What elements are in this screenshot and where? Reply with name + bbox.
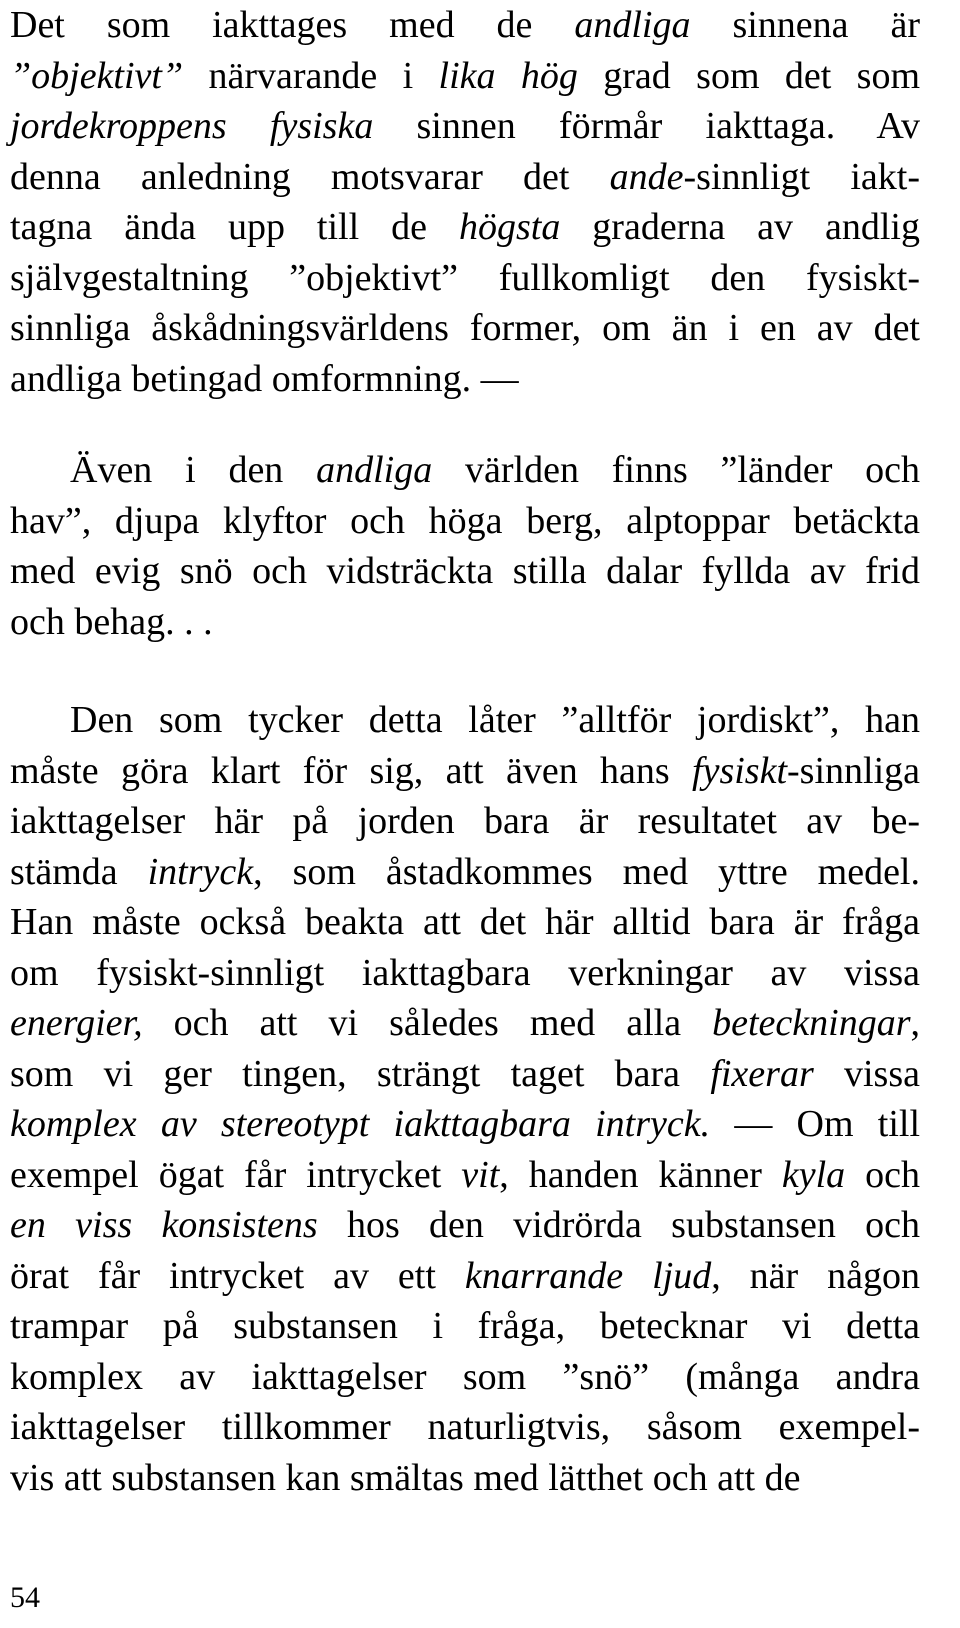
text-segment: närvarande i [183,54,439,97]
text-line [10,948,920,999]
italic-text: en viss konsistens [10,1204,318,1246]
text-line [10,354,920,405]
text-segment: och behag. . . [10,600,213,643]
text-line [10,897,920,948]
text-line [10,1150,920,1201]
text-line [10,1453,920,1504]
italic-text: jordekroppens fysiska [10,105,374,147]
text-segment: , när någon [711,1254,920,1297]
text-line [10,51,920,102]
text-line [10,1402,920,1453]
italic-text: vit [461,1153,500,1196]
text-segment: , [910,1002,920,1044]
text-segment: Den som tycker detta låter ”alltför jordiskt”, han [70,699,920,741]
text-segment: måste göra klart för sig, att även hans [10,749,693,792]
text-segment: komplex av iakttagelser som ”snö” (många andra [10,1355,920,1398]
text-segment: självgestaltning ”objektivt” fullkomligt den fysiskt- [10,256,920,299]
text-line [10,847,920,898]
text-segment: tagna ända upp till de [10,206,459,248]
paragraph-2 [10,445,920,647]
text-line [10,597,920,648]
text-segment: — Om till [710,1103,920,1145]
text-segment: hav”, djupa klyftor och höga berg, alptoppar betäckta [10,499,920,542]
italic-text: ”objektivt” [10,54,184,97]
italic-text: fysiskt [692,749,788,792]
text-line [10,152,920,203]
text-line [10,496,920,547]
text-segment: Även i den [70,449,317,491]
italic-text: kyla [781,1153,846,1196]
text-line [10,1301,920,1352]
text-segment: världen finns ”länder och [432,449,921,491]
text-segment: om fysiskt-sinnligt iakttagbara verkningar av vissa [10,951,920,994]
italic-text: högsta [458,206,561,248]
italic-text: beteckningar [712,1002,911,1044]
italic-text: komplex av stereotypt iakttagbara intryck. [10,1103,711,1145]
text-segment: -sinnliga [787,749,920,792]
text-line [10,202,920,253]
text-segment: sinnen förmår iakttaga. Av [373,105,920,147]
text-segment: vissa [813,1052,920,1095]
text-segment: -sinnligt iakt- [683,155,920,198]
text-segment: med evig snö och vidsträckta stilla dalar fyllda av frid [10,550,920,592]
italic-text: ande [609,155,684,198]
text-segment: iakttagelser tillkommer naturligtvis, såsom exempel- [10,1406,920,1448]
text-line [10,1251,920,1302]
text-line [10,303,920,354]
text-segment: Det som iakttages med de [10,4,575,46]
text-line [10,796,920,847]
paragraph-1 [10,0,920,404]
italic-text: energier, [10,1002,143,1044]
text-segment: och att vi således med alla [142,1002,713,1044]
text-line [10,253,920,304]
italic-text: andliga [574,4,691,46]
text-segment: exempel ögat får intrycket [10,1153,462,1196]
text-segment: , som åstadkommes med yttre medel. [253,850,920,893]
text-line [10,546,920,597]
italic-text: lika hög [438,54,578,97]
text-line [10,101,920,152]
text-line [10,1200,920,1251]
text-segment: sinnliga åskådningsvärldens former, om än i en av det [10,307,920,349]
text-segment: trampar på substansen i fråga, betecknar vi detta [10,1305,920,1347]
text-line [10,695,920,746]
text-segment: grad som det som [577,54,921,97]
text-line [10,1049,920,1100]
text-segment: , handen känner [499,1153,782,1196]
text-segment: örat får intrycket av ett [10,1254,465,1297]
text-segment: sinnena är [690,4,920,46]
italic-text: andliga [316,449,433,491]
text-line [10,1352,920,1403]
italic-text: intryck [147,850,254,893]
text-segment: graderna av andlig [560,206,920,248]
text-line [10,746,920,797]
italic-text: fixerar [710,1052,814,1095]
italic-text: knarrande ljud [464,1254,712,1297]
text-line [10,0,920,51]
text-segment: iakttagelser här på jorden bara är resultatet av be- [10,800,920,842]
text-line [10,998,920,1049]
text-segment: andliga betingad omformning. — [10,357,519,400]
page-number: 54 [10,1581,40,1614]
text-segment: stämda [10,850,148,893]
paragraph-3 [10,695,920,1503]
text-segment: denna anledning motsvarar det [10,155,610,198]
text-segment: hos den vidrörda substansen och [317,1204,920,1246]
text-segment: vis att substansen kan smältas med lätthet och att de [10,1456,801,1499]
text-segment: Han måste också beakta att det här alltid bara är fråga [10,901,920,943]
text-line [10,445,920,496]
text-segment: och [845,1153,920,1196]
text-segment: som vi ger tingen, strängt taget bara [10,1052,711,1095]
text-line [10,1099,920,1150]
